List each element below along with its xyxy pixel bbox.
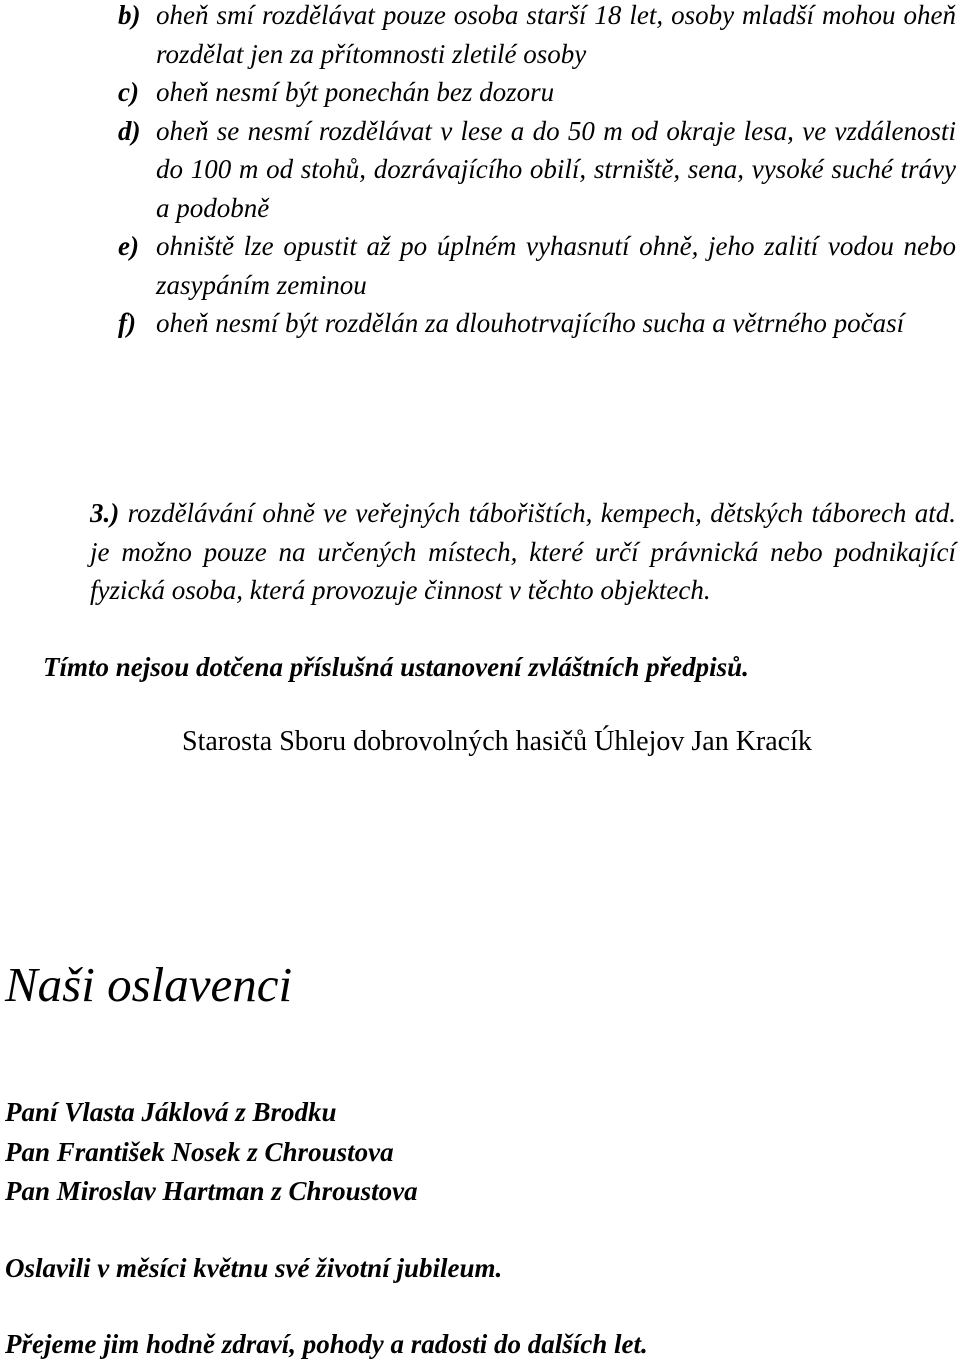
celebrant-name: Paní Vlasta Jáklová z Brodku (5, 1097, 337, 1127)
rule-text: oheň se nesmí rozdělávat v lese a do 50 m od okraje lesa, ve vzdálenosti do 100 m od stohů, dozrávajícího obilí, strniště, sena, vysoké suché trávy a podobně (156, 115, 956, 223)
rule-text: oheň nesmí být ponechán bez dozoru (156, 77, 555, 107)
section-text: rozdělávání ohně ve veřejných tábořištích, kempech, dětských táborech atd. je možno pouze na určených místech, které určí právnická nebo podnikající fyzická osoba, která provozuje činnost v těchto objektech. (90, 498, 956, 605)
rule-text: oheň smí rozdělávat pouze osoba starší 18 let, osoby mladší mohou oheň rozdělat jen za přítomnosti zletilé osoby (156, 0, 956, 69)
section-3-paragraph (90, 494, 956, 610)
rule-letter: f) (118, 308, 136, 338)
rule-text: ohniště lze opustit až po úplném vyhasnutí ohně, jeho zalití vodou nebo zasypáním zeminou (156, 231, 956, 300)
jubilee-text: Oslavili v měsíci květnu své životní jubileum. (5, 1253, 503, 1283)
rule-e (118, 227, 956, 304)
celebrant-name: Pan Miroslav Hartman z Chroustova (5, 1176, 418, 1206)
wish-text: Přejeme jim hodně zdraví, pohody a radosti do dalších let. (5, 1329, 648, 1359)
celebrant-name: Pan František Nosek z Chroustova (5, 1136, 394, 1167)
rule-letter: c) (118, 77, 139, 107)
rule-letter: d) (118, 115, 141, 146)
celebrants-list (5, 1093, 418, 1212)
rule-d (118, 112, 956, 228)
rule-letter: e) (118, 231, 139, 261)
rule-text: oheň nesmí být rozdělán za dlouhotrvajícího sucha a větrného počasí (156, 308, 905, 338)
fire-rules-list (118, 0, 956, 343)
rule-c (118, 73, 956, 112)
signature-line: Starosta Sboru dobrovolných hasičů Úhlejov Jan Kracík (182, 726, 812, 757)
section-number: 3.) (90, 498, 120, 528)
rule-f (118, 304, 956, 343)
celebrants-heading: Naši oslavenci (5, 957, 293, 1012)
legal-note: Tímto nejsou dotčena příslušná ustanovení zvláštních předpisů. (43, 652, 749, 682)
rule-letter: b) (118, 0, 141, 30)
rule-b (118, 0, 956, 73)
